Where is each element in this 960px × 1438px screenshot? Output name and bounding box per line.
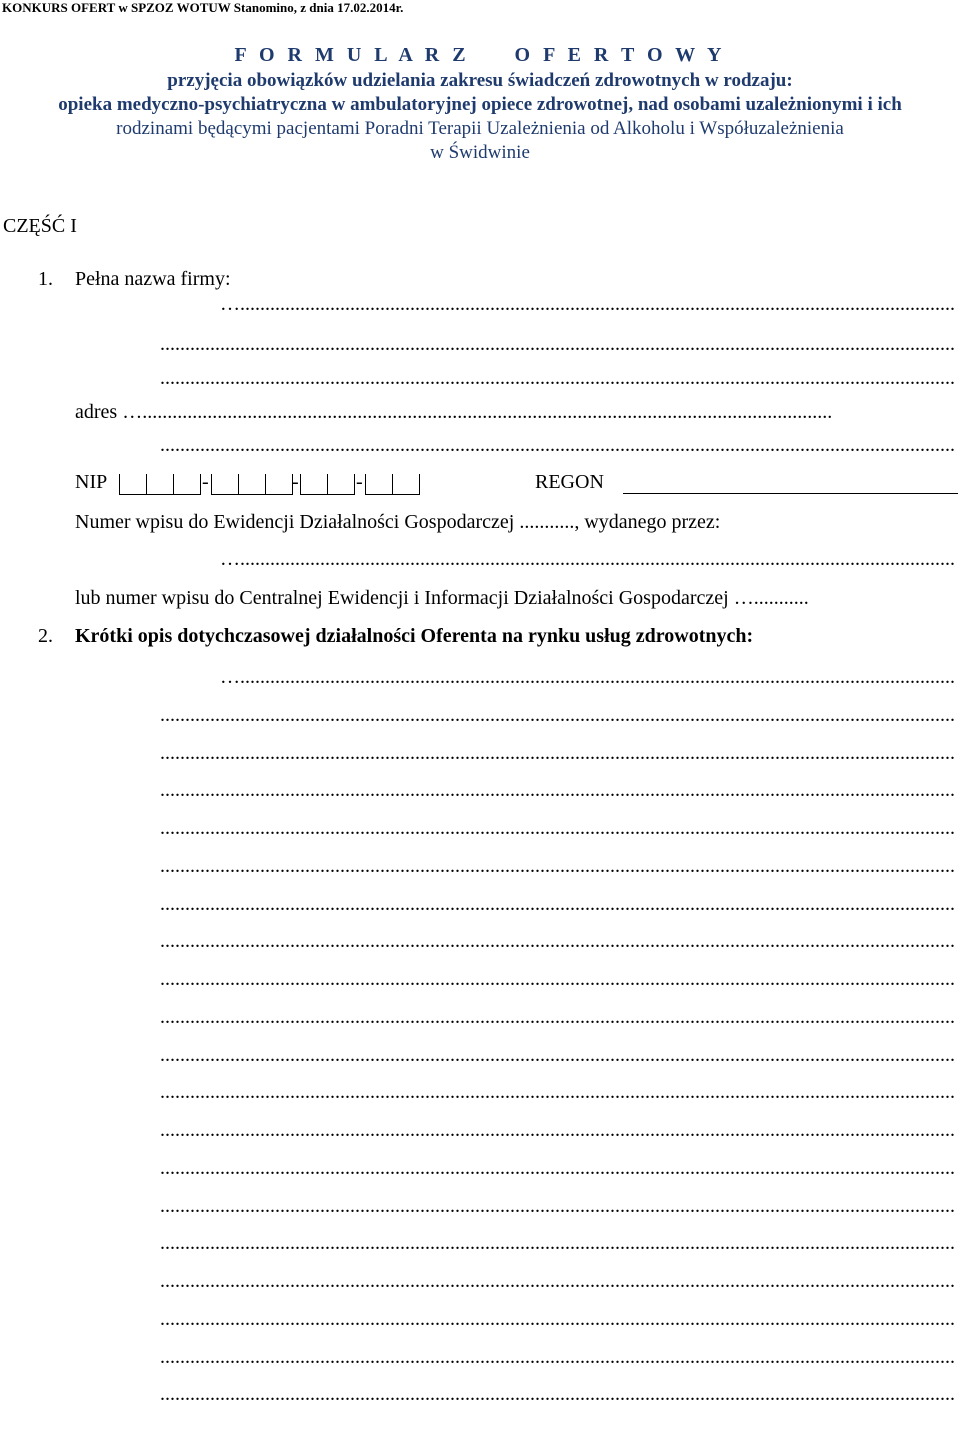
- description-line-9[interactable]: ...............................................................................................................................................................: [160, 968, 955, 990]
- description-line-13[interactable]: ...............................................................................................................................................................: [160, 1119, 955, 1141]
- description-line-1[interactable]: …...............................................................................................................................................: [220, 666, 955, 688]
- company-name-field-3[interactable]: ...............................................................................................................................................................: [160, 367, 955, 389]
- description-line-4[interactable]: ...............................................................................................................................................................: [160, 779, 955, 801]
- nip-label: NIP: [75, 471, 108, 493]
- nip-box-4[interactable]: [211, 474, 239, 495]
- regon-field[interactable]: [623, 493, 958, 494]
- description-line-15[interactable]: ...............................................................................................................................................................: [160, 1195, 955, 1217]
- subtitle-line-3: rodzinami będącymi pacjentami Poradni Terapii Uzależnienia od Alkoholu i Współuzależnienia: [116, 118, 844, 139]
- description-line-8[interactable]: ...............................................................................................................................................................: [160, 930, 955, 952]
- description-line-2[interactable]: ...............................................................................................................................................................: [160, 704, 955, 726]
- description-line-16[interactable]: ...............................................................................................................................................................: [160, 1232, 955, 1254]
- regon-label: REGON: [535, 471, 604, 493]
- ceidg-field[interactable]: lub numer wpisu do Centralnej Ewidencji i Informacji Działalności Gospodarczej …...........: [75, 587, 809, 609]
- nip-box-6[interactable]: [265, 474, 293, 495]
- item-1-label: Pełna nazwa firmy:: [75, 268, 231, 290]
- description-line-7[interactable]: ...............................................................................................................................................................: [160, 893, 955, 915]
- nip-box-9[interactable]: [365, 474, 393, 495]
- subtitle-line-2: opieka medyczno-psychiatryczna w ambulatoryjnej opiece zdrowotnej, nad osobami uzależnionymi i ich: [58, 94, 902, 115]
- subtitle-line-1: przyjęcia obowiązków udzielania zakresu świadczeń zdrowotnych w rodzaju:: [167, 70, 793, 91]
- nip-box-7[interactable]: [300, 474, 328, 495]
- ewidencja-field[interactable]: Numer wpisu do Ewidencji Działalności Gospodarczej ..........., wydanego przez:: [75, 511, 721, 533]
- nip-regon-row: [75, 470, 960, 496]
- subtitle-line-4: w Świdwinie: [430, 142, 530, 163]
- description-line-17[interactable]: ...............................................................................................................................................................: [160, 1270, 955, 1292]
- nip-dash-2: -: [292, 471, 299, 493]
- nip-dash-1: -: [202, 471, 209, 493]
- document-header: KONKURS OFERT w SPZOZ WOTUW Stanomino, z dnia 17.02.2014r.: [2, 0, 404, 15]
- description-line-19[interactable]: ...............................................................................................................................................................: [160, 1346, 955, 1368]
- nip-box-8[interactable]: [327, 474, 355, 495]
- item-1-number: 1.: [38, 268, 53, 290]
- description-line-10[interactable]: ...............................................................................................................................................................: [160, 1006, 955, 1028]
- ewidencja-issuer-field[interactable]: …...............................................................................................................................................: [220, 548, 955, 570]
- form-title: F O R M U L A R Z O F E R T O W Y: [234, 44, 726, 66]
- nip-box-1[interactable]: [119, 474, 147, 495]
- description-line-12[interactable]: ...............................................................................................................................................................: [160, 1081, 955, 1103]
- item-2-number: 2.: [38, 625, 53, 647]
- nip-box-5[interactable]: [238, 474, 266, 495]
- description-line-18[interactable]: ...............................................................................................................................................................: [160, 1308, 955, 1330]
- description-line-14[interactable]: ...............................................................................................................................................................: [160, 1157, 955, 1179]
- form-subtitle: [0, 69, 960, 165]
- description-line-20[interactable]: ...............................................................................................................................................................: [160, 1383, 955, 1405]
- description-line-5[interactable]: ...............................................................................................................................................................: [160, 817, 955, 839]
- company-name-field-2[interactable]: ...............................................................................................................................................................: [160, 333, 955, 355]
- nip-box-3[interactable]: [173, 474, 201, 495]
- company-name-field-1[interactable]: …...............................................................................................................................................: [220, 293, 955, 315]
- item-2-label: Krótki opis dotychczasowej działalności Oferenta na rynku usług zdrowotnych:: [75, 625, 754, 647]
- description-line-6[interactable]: ...............................................................................................................................................................: [160, 855, 955, 877]
- address-field[interactable]: adres …..........................................................................................................................................: [75, 401, 833, 423]
- nip-dash-3: -: [356, 471, 363, 493]
- description-line-11[interactable]: ...............................................................................................................................................................: [160, 1044, 955, 1066]
- description-line-3[interactable]: ...............................................................................................................................................................: [160, 742, 955, 764]
- nip-box-2[interactable]: [146, 474, 174, 495]
- section-heading: CZĘŚĆ I: [3, 215, 77, 237]
- nip-box-10[interactable]: [392, 474, 420, 495]
- address-field-2[interactable]: ...............................................................................................................................................................: [160, 434, 955, 456]
